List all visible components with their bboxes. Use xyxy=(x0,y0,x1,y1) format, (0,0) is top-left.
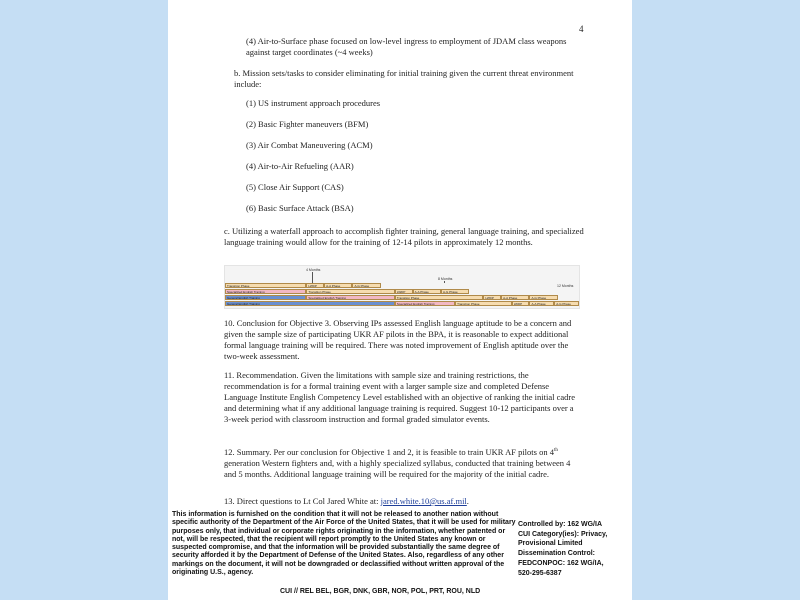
document-page xyxy=(168,0,632,600)
list-item: (2) Basic Fighter maneuvers (BFM) xyxy=(246,119,369,129)
timeline-segment: Specialized English Training xyxy=(306,295,395,300)
list-item: (4) Air-to-Air Refueling (AAR) xyxy=(246,161,354,171)
list-item: (1) US instrument approach procedures xyxy=(246,98,381,108)
milestone-label: 12 Months xyxy=(557,284,574,288)
timeline-segment: General English Training xyxy=(225,295,306,300)
list-item: (3) Air Combat Maneuvering (ACM) xyxy=(246,140,373,150)
item-c-waterfall: c. Utilizing a waterfall approach to accomplish fighter training, general language training, and specialized language training would allow for the training of 12-14 pilots in approximately 12 months. xyxy=(224,226,584,247)
timeline-segment: LWDP xyxy=(395,289,413,294)
list-item: (6) Basic Surface Attack (BSA) xyxy=(246,203,354,213)
timeline-segment: LWDP xyxy=(483,295,501,300)
release-disclaimer: This information is furnished on the condition that it will not be released to another nation without specific authority of the Department of the Air Force of the United States, that it will be used for military purposes only, that individual or corporate rights originating in the information, whether patented or not, will be respected, that the recipient will report promptly to the United States any known or suspected compromise, and that the information will be provided substantially the same degree of security afforded it by the Department of Defense of the United States. Also, regardless of any other markings on the document, it will not be downgraded or declassified without written approval of the originating U.S., agency. xyxy=(172,511,516,577)
timeline-segment: Specialized English Training xyxy=(395,301,455,306)
timeline-segment: LWDP xyxy=(306,283,324,288)
poc-phone: 520-295-6387 xyxy=(518,569,562,577)
timeline-segment: A-A Phase xyxy=(501,295,529,300)
milestone-line xyxy=(312,272,313,283)
timeline-segment: Specialized English Training xyxy=(225,289,306,294)
milestone-line xyxy=(444,281,445,283)
timeline-segment: A-G Phase xyxy=(554,301,579,306)
cui-footer xyxy=(168,497,632,600)
timeline-segment: A-A Phase xyxy=(413,289,441,294)
cui-release-marking: CUI // REL BEL, BGR, DNK, GBR, NOR, POL, PRT, ROU, NLD xyxy=(280,588,481,595)
milestone-label: 8 Months xyxy=(438,277,453,281)
timeline-segment: LWDP xyxy=(512,301,530,306)
paragraph-12-summary: 12. Summary. Per our conclusion for Objective 1 and 2, it is feasible to train UKR AF pilots on 4th generation Western fighters and, with a highly specialized syllabus, conducted that training between 4 and 5 months. Additional language training will be required for the majority of the initial cadre. xyxy=(224,446,571,479)
paragraph-10-conclusion: 10. Conclusion for Objective 3. Observing IPs assessed English language aptitude to be a concern and given the sample size of participating UKR AF pilots in the BPA, it is reasonable to expect additional formal language training will be required. There was noted improvement of English aptitude over the two-week assessment. xyxy=(224,318,572,361)
paragraph-11-recommendation: 11. Recommendation. Given the limitations with sample size and training restrictions, the recommendation is for a formal training event with a larger sample size and completed Defense Language Institute English Competency Level established with an objective of ranking the initial cadre and determining what if any additional language training is required. Suggest 10-12 participants over a 3-week period with classroom instruction and formal graded simulator events. xyxy=(224,370,575,424)
list-item: (5) Close Air Support (CAS) xyxy=(246,182,344,192)
item-4-air-to-surface: (4) Air-to-Surface phase focused on low-level ingress to employment of JDAM class weapons against target coordinates (~4 weeks) xyxy=(246,36,567,57)
paragraph-13-contact: 13. Direct questions to Lt Col Jared White at: jared.white.10@us.af.mil. xyxy=(224,496,469,506)
page-number: 4 xyxy=(579,24,584,34)
timeline-segment: Transition Phase xyxy=(306,289,395,294)
controlled-by: Controlled by: 162 WG/IA xyxy=(518,521,603,528)
cui-category: CUI Category(ies): Privacy, Provisional Limited xyxy=(518,530,608,548)
email-link[interactable]: jared.white.10@us.af.mil xyxy=(380,496,467,506)
timeline-segment: Transition Phase xyxy=(395,295,484,300)
timeline-segment: A-A Phase xyxy=(324,283,352,288)
item-b-mission-sets: b. Mission sets/tasks to consider eliminating for initial training given the current threat environment include: xyxy=(234,68,574,89)
timeline-segment: A-G Phase xyxy=(529,295,557,300)
timeline-segment: A-A Phase xyxy=(529,301,554,306)
timeline-segment: A-G Phase xyxy=(352,283,380,288)
timeline-segment: Transition Phase xyxy=(225,283,306,288)
milestone-label: 4 Months xyxy=(306,268,321,272)
timeline-segment: A-G Phase xyxy=(441,289,469,294)
waterfall-training-timeline xyxy=(224,265,580,309)
control-block xyxy=(518,520,630,578)
fedcon-poc: FEDCONPOC: 162 WG/IA, xyxy=(518,559,604,567)
dissemination-control: Dissemination Control: xyxy=(518,550,596,558)
timeline-segment: Transition Phase xyxy=(455,301,512,306)
timeline-segment: General English Training xyxy=(225,301,395,306)
